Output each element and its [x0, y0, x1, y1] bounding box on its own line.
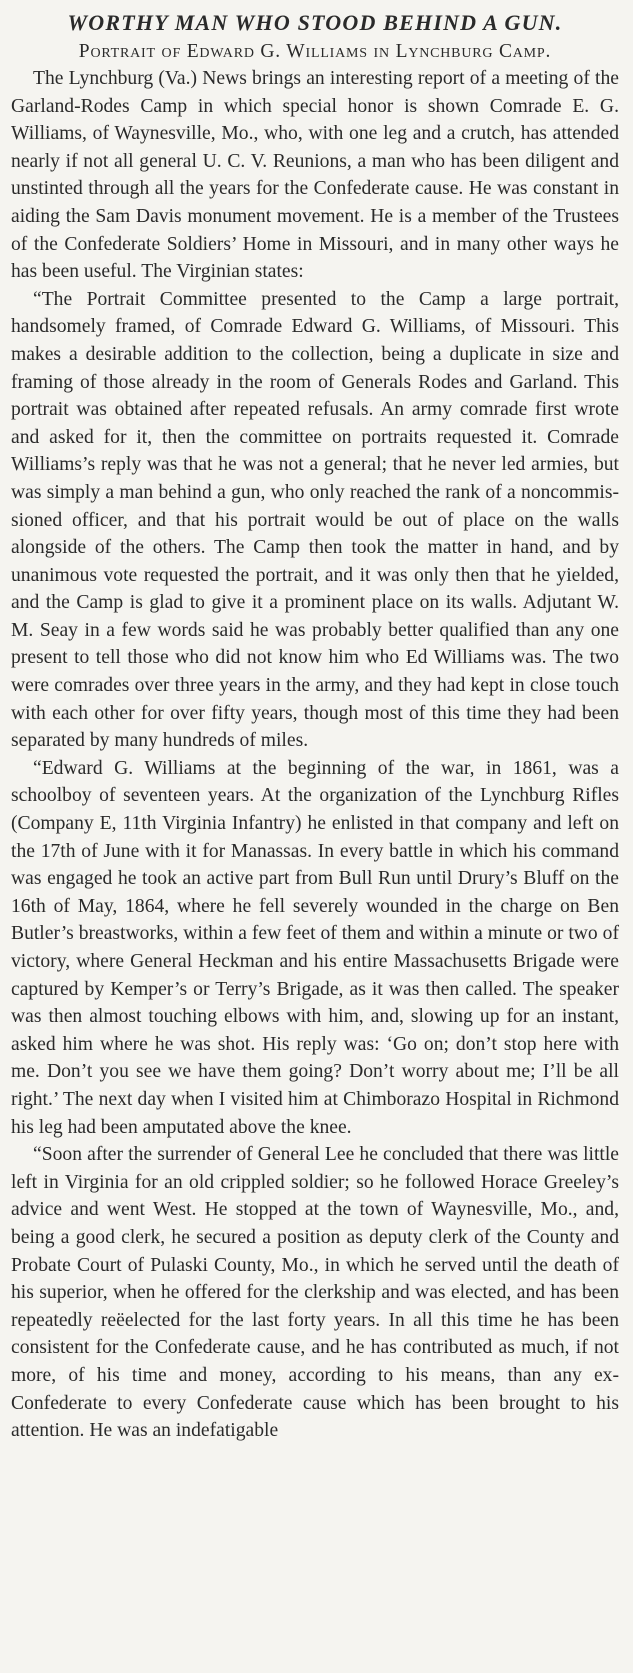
- article-subhead: Portrait of Edward G. Williams in Lynchburg Camp.: [78, 41, 552, 62]
- article: [11, 8, 619, 1445]
- paragraph-portrait-committee: “The Portrait Committee presented to the Camp a large portrait, handsomely framed, of Comrade Edward G. Williams, of Missouri. This makes a desirable addition to the collection, being a duplicate in size and framing of those already in the room of Generals Rodes and Garland. This portrait was obtained after repeated refusals. An army comrade first wrote and asked for it, then the committee on portraits requested it. Comrade Williams’s reply was that he was not a general; that he never led armies, but was simply a man behind a gun, who only reached the rank of a noncommissioned officer, and that his portrait would be out of place on the walls alongside of the others. The Camp then took the matter in hand, and by unanimous vote requested the portrait, and it was only then that he yielded, and the Camp is glad to give it a prominent place on its walls. Adjutant W. M. Seay in a few words said he was probably better qualified than any one present to tell those who did not know him who Ed Williams was. The two were comrades over three years in the army, and they had kept in close touch with each other for over fifty years, though most of this time they had been separated by many hundreds of miles.: [11, 288, 619, 752]
- paragraph-intro: The Lynchburg (Va.) News brings an interesting report of a meeting of the Garland-Rodes Camp in which special honor is shown Comrade E. G. Williams, of Waynesville, Mo., who, with one leg and a crutch, has attended nearly if not all general U. C. V. Reunions, a man who has been diligent and unstinted through all the years for the Confederate cause. He was constant in aiding the Sam Davis monument movement. He is a member of the Trustees of the Confederate Soldiers’ Home in Missouri, and in many other ways he has been useful. The Virginian states:: [11, 68, 619, 283]
- paragraph-after-war: “Soon after the surrender of General Lee he concluded that there was little left in Virginia for an old crippled soldier; so he followed Horace Greeley’s advice and went West. He stopped at the town of Waynesville, Mo., and, being a good clerk, he secured a position as deputy clerk of the County and Probate Court of Pulaski County, Mo., in which he served until the death of his superior, when he offered for the clerkship and was elected, and has been repeatedly reëelected for the last forty years. In all this time he has been consistent for the Confederate cause, and he has contributed as much, if not more, of his time and money, according to his means, than any ex-Confederate to every Confederate cause which has been brought to his attention. He was an indefatigable: [11, 1144, 619, 1442]
- paragraph-war-service: “Edward G. Williams at the beginning of the war, in 1861, was a schoolboy of seventeen years. At the organization of the Lynchburg Rifles (Company E, 11th Virginia Infantry) he enlisted in that company and left on the 17th of June with it for Manassas. In every battle in which his command was engaged he took an active part from Bull Run until Drury’s Bluff on the 16th of May, 1864, where he fell severely wounded in the charge on Ben Butler’s breastworks, within a few feet of them and within a minute or two of victory, where General Heckman and his entire Massachusetts Brigade were captured by Kemper’s or Terry’s Brigade, as it was then called. The speaker was then almost touching elbows with him, and, slowing up for an instant, asked him where he was shot. His reply was: ‘Go on; don’t stop here with me. Don’t you see we have them going? Don’t worry about me; I’ll be all right.’ The next day when I visited him at Chimborazo Hospital in Richmond his leg had been amputated above the knee.: [11, 757, 619, 1138]
- article-headline: WORTHY MAN WHO STOOD BEHIND A GUN.: [67, 10, 563, 35]
